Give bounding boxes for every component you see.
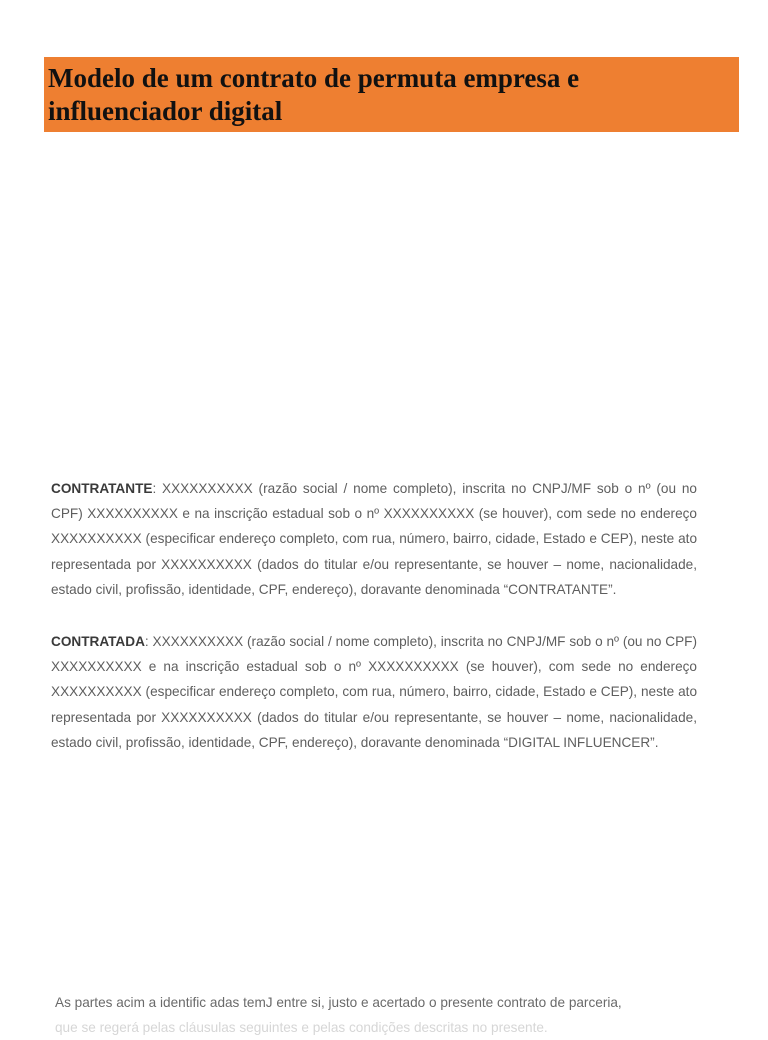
closing-line-2: que se regerá pelas cláusulas seguintes e pelas condições descritas no presente. [55, 1020, 548, 1035]
document-title-line-1: Modelo de um contrato de permuta empresa e [48, 63, 580, 93]
document-title-line-2: influenciador digital [48, 96, 283, 126]
party-contratante-label: CONTRATANTE [51, 481, 153, 496]
party-contratada-text: : XXXXXXXXXX (razão social / nome completo), inscrita no CNPJ/MF sob o nº (ou no CPF) XXXXXXXXXX e na inscrição estadual sob o nº XXXXXXXXXX (se houver), com sede no endereço XXXXXXXXXX (especificar endereço completo, com rua, número, bairro, cidade, Estado e CEP), neste ato representada por XXXXXXXXXX (dados do titular e/ou representante, se houver – nome, nacionalidade, estado civil, profissão, identidade, CPF, endereço), doravante denominada “DIGITAL INFLUENCER”. [51, 634, 697, 750]
party-contratante-text: : XXXXXXXXXX (razão social / nome completo), inscrita no CNPJ/MF sob o nº (ou no CPF) XXXXXXXXXX e na inscrição estadual sob o nº XXXXXXXXXX (se houver), com sede no endereço XXXXXXXXXX (especificar endereço completo, com rua, número, bairro, cidade, Estado e CEP), neste ato representada por XXXXXXXXXX (dados do titular e/ou representante, se houver – nome, nacionalidade, estado civil, profissão, identidade, CPF, endereço), doravante denominada “CONTRATANTE”. [51, 481, 697, 597]
closing-paragraph [55, 990, 715, 1040]
closing-line-1: As partes acim a identific adas temJ entre si, justo e acertado o presente contrato de parceria, [55, 995, 622, 1010]
party-contratada-label: CONTRATADA [51, 634, 145, 649]
title-banner [44, 57, 739, 132]
document-title [48, 62, 735, 128]
party-contratada-paragraph [51, 629, 697, 755]
party-contratante-paragraph [51, 476, 697, 602]
